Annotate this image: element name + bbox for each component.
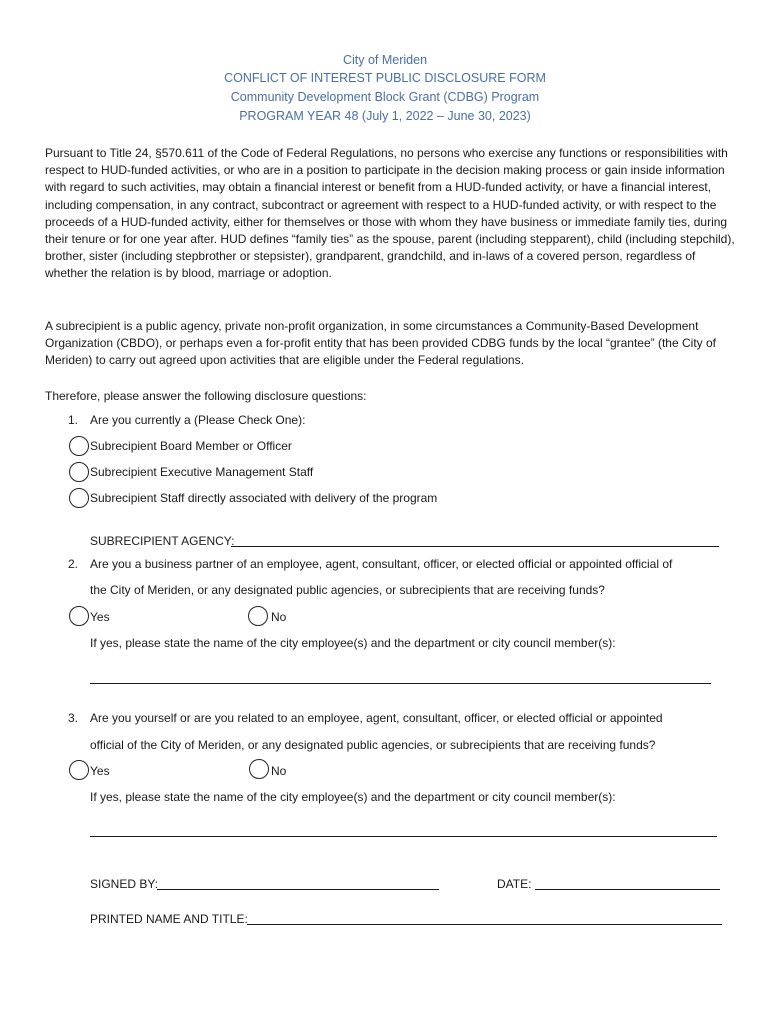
signed-by-field[interactable] <box>157 889 439 890</box>
q2-no-radio[interactable] <box>248 606 268 626</box>
q3-text-line2: official of the City of Meriden, or any designated public agencies, or subrecipients that are receiving funds? <box>90 738 656 752</box>
subrecipient-agency-field[interactable] <box>231 546 719 547</box>
q3-no-label: No <box>271 764 287 778</box>
date-label: DATE: <box>497 877 532 891</box>
program-year: PROGRAM YEAR 48 (July 1, 2022 – June 30, 2023) <box>239 109 531 123</box>
q2-number: 2. <box>68 557 79 571</box>
q2-answer-field[interactable] <box>90 683 711 684</box>
q3-answer-field[interactable] <box>90 836 717 837</box>
form-title: CONFLICT OF INTEREST PUBLIC DISCLOSURE FORM <box>224 71 546 85</box>
q3-number: 3. <box>68 711 79 725</box>
q2-yes-label: Yes <box>90 610 110 624</box>
intro-paragraph: Pursuant to Title 24, §570.611 of the Code of Federal Regulations, no persons who exercise any functions or responsibilities with respect to HUD-funded activities, or who are in a position to participate in the decision making process or gain inside information with regard to such activities, may obtain a financial interest or benefit from a HUD-funded activity, or have a financial interest, including compensation, in any contract, subcontract or agreement with respect to a HUD-funded activity, or with respect to the proceeds of a HUD-funded activity, either for themselves or those with whom they have business or immediate family ties, during their tenure or for one year after. HUD defines “family ties” as the spouse, parent (including stepparent), child (including stepchild), brother, sister (including stepbrother or stepsister), grandparent, grandchild, and in-laws of a covered person, regardless of whether the relation is by blood, marriage or adoption. <box>45 146 735 281</box>
q1-option-staff-radio[interactable] <box>69 488 89 508</box>
q1-option-executive-radio[interactable] <box>69 462 89 482</box>
q1-number: 1. <box>68 413 79 427</box>
q2-text-line2: the City of Meriden, or any designated public agencies, or subrecipients that are receiving funds? <box>90 583 605 597</box>
q2-no-label: No <box>271 610 287 624</box>
therefore-text: Therefore, please answer the following disclosure questions: <box>45 389 367 403</box>
date-field[interactable] <box>535 889 720 890</box>
q3-text-line1: Are you yourself or are you related to an employee, agent, consultant, officer, or elected official or appointed <box>90 711 663 725</box>
q1-text: Are you currently a (Please Check One): <box>90 413 306 427</box>
q3-followup: If yes, please state the name of the city employee(s) and the department or city council member(s): <box>90 790 616 804</box>
q2-followup: If yes, please state the name of the city employee(s) and the department or city council member(s): <box>90 636 616 650</box>
q3-no-radio[interactable] <box>249 759 269 779</box>
printed-name-label: PRINTED NAME AND TITLE: <box>90 912 248 926</box>
q2-yes-radio[interactable] <box>69 606 89 626</box>
subrecipient-agency-label: SUBRECIPIENT AGENCY: <box>90 534 235 548</box>
city-title: City of Meriden <box>342 53 428 67</box>
q3-yes-label: Yes <box>90 764 110 778</box>
program-title: Community Development Block Grant (CDBG) Program <box>230 90 540 104</box>
subrecipient-paragraph: A subrecipient is a public agency, private non-profit organization, in some circumstances a Community-Based Development Organization (CBDO), or perhaps even a for-profit entity that has been provided CDBG funds by the local “grantee” (the City of Meriden) to carry out agreed upon activities that are eligible under the Federal regulations. <box>45 319 716 368</box>
printed-name-field[interactable] <box>247 924 722 925</box>
q1-option-board-radio[interactable] <box>69 436 89 456</box>
signed-by-label: SIGNED BY: <box>90 877 159 891</box>
q1-option-staff-label: Subrecipient Staff directly associated with delivery of the program <box>90 491 438 505</box>
q1-option-executive-label: Subrecipient Executive Management Staff <box>90 465 314 479</box>
q3-yes-radio[interactable] <box>69 760 89 780</box>
q1-option-board-label: Subrecipient Board Member or Officer <box>90 439 292 453</box>
q2-text-line1: Are you a business partner of an employee, agent, consultant, officer, or elected official or appointed official of <box>90 557 673 571</box>
